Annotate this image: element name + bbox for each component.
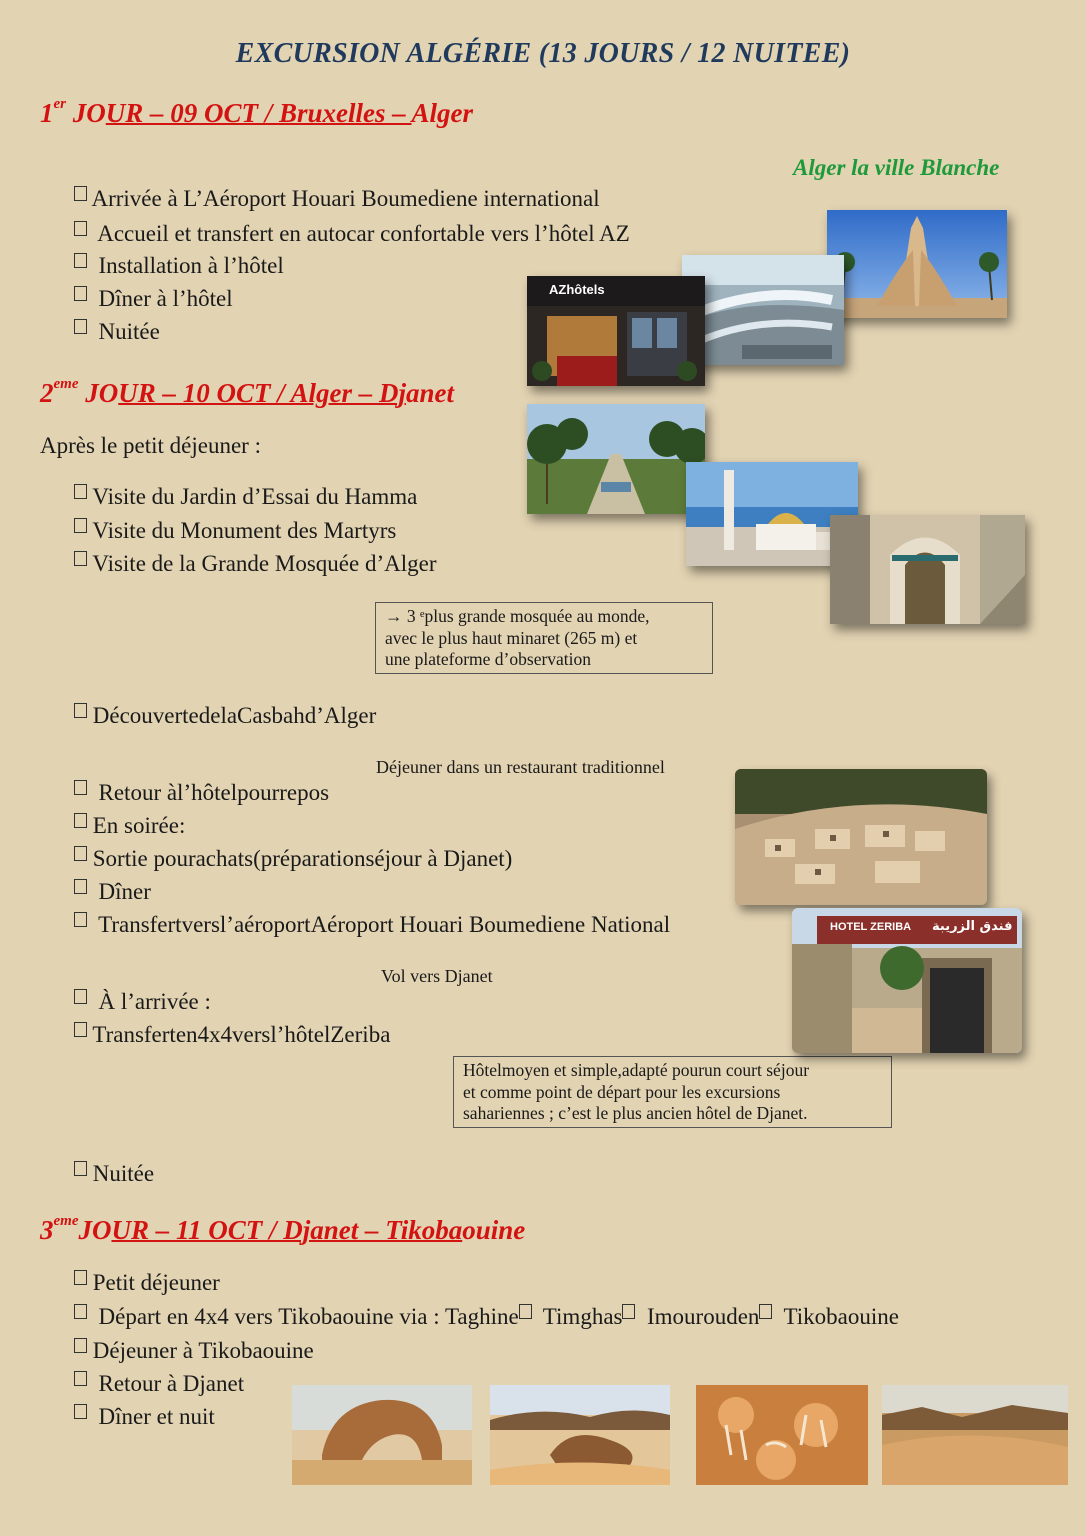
checkbox-icon	[74, 253, 87, 268]
day1-item-1	[74, 186, 600, 212]
day1-heading	[40, 98, 473, 129]
checkbox-icon	[74, 1270, 87, 1285]
day2-item-monument-text: Visite du Monument des Martyrs	[92, 518, 397, 543]
day3-sup: eme	[53, 1213, 79, 1229]
day3-number: 3	[40, 1215, 54, 1245]
day1-pre: JO	[66, 98, 106, 128]
checkbox-icon	[74, 319, 87, 334]
checkbox-icon	[74, 1304, 87, 1319]
day2-item-mosquee-text: Visite de la Grande Mosquée d’Alger	[92, 551, 437, 576]
checkbox-icon	[74, 286, 87, 301]
day1-item-4	[74, 286, 233, 312]
checkbox-icon	[74, 484, 87, 499]
checkbox-icon	[519, 1304, 532, 1319]
checkbox-icon	[74, 518, 87, 533]
photo-az-hotel	[527, 276, 705, 386]
day2-sup: eme	[53, 376, 79, 392]
day1-sup: er	[53, 96, 66, 112]
photo-desert-valley	[882, 1385, 1068, 1485]
checkbox-icon	[74, 186, 87, 201]
day2-item-nuitee	[74, 1161, 154, 1187]
checkbox-icon	[74, 1022, 87, 1037]
alger-caption: Alger la ville Blanche	[793, 155, 1000, 180]
mosque-note-box	[375, 602, 713, 674]
photo-jardin-essai	[527, 404, 705, 514]
day1-item-5-text: Nuitée	[98, 319, 160, 344]
day3-heading	[40, 1215, 525, 1246]
day2-intro: Après le petit déjeuner :	[40, 433, 261, 458]
day1-item-2-text: Accueil et transfert en autocar confortable vers l’hôtel AZ	[97, 221, 630, 246]
photo-casbah	[830, 515, 1025, 624]
mosque-note-line-2: avec le plus haut minaret (265 m) et	[385, 627, 638, 648]
day2-item-sortie	[74, 846, 512, 872]
flight-note: Vol vers Djanet	[381, 966, 493, 986]
hotel-note-line-2: et comme point de départ pour les excursions	[463, 1081, 781, 1102]
checkbox-icon	[74, 1161, 87, 1176]
via-tikobaouine: Tikobaouine	[783, 1304, 899, 1329]
day2-number: 2	[40, 378, 54, 408]
lunch-note: Déjeuner dans un restaurant traditionnel	[376, 757, 665, 777]
day2-item-jardin	[74, 484, 417, 510]
photo-desert-rocks	[490, 1385, 670, 1485]
photo-monument-martyrs	[827, 210, 1007, 318]
day3-end: ouine	[462, 1215, 526, 1245]
day2-heading	[40, 378, 454, 409]
day2-route: UR – 10 OCT / Alger – Dj	[118, 378, 406, 408]
photo-tikobaouine-rock	[292, 1385, 472, 1485]
checkbox-icon	[74, 703, 87, 718]
photo-rock-art	[696, 1385, 868, 1485]
checkbox-icon	[74, 1404, 87, 1419]
mosque-note-line-1: → 3 ᵉplus grande mosquée au monde,	[385, 606, 650, 626]
checkbox-icon	[74, 813, 87, 828]
day2-item-casbah	[74, 703, 376, 729]
day1-item-3	[74, 253, 284, 279]
day2-item-casbah-text: DécouvertedelaCasbahd’Alger	[92, 703, 377, 728]
photo-airport	[682, 255, 844, 365]
day3-item-petit-dej	[74, 1270, 220, 1296]
day2-item-transfert-zeriba-text: Transferten4x4versl’hôtelZeriba	[92, 1022, 391, 1047]
day2-item-transfert-zeriba	[74, 1022, 390, 1048]
day2-item-retour	[74, 780, 329, 806]
day2-item-retour-text: Retour àl’hôtelpourrepos	[98, 780, 330, 805]
day1-number: 1	[40, 98, 54, 128]
checkbox-icon	[74, 989, 87, 1004]
checkbox-icon	[622, 1304, 635, 1319]
day2-item-arrivee-text: À l’arrivée :	[98, 989, 211, 1014]
day2-item-arrivee	[74, 989, 211, 1015]
day1-end: Alger	[411, 98, 474, 128]
day2-item-sortie-text: Sortie pourachats(préparationséjour à Djanet)	[92, 846, 513, 871]
page-title: EXCURSION ALGÉRIE (13 JOURS / 12 NUITEE)	[235, 38, 851, 69]
day3-pre: JO	[78, 1215, 112, 1245]
day2-end: anet	[406, 378, 455, 408]
day2-item-mosquee	[74, 551, 437, 577]
checkbox-icon	[74, 221, 87, 236]
day2-item-diner	[74, 879, 151, 905]
hotel-zeriba-sign: HOTEL ZERIBA	[830, 921, 912, 933]
hotel-zeriba-sign-arabic: فندق الزريبة	[932, 919, 1013, 934]
day2-item-transfert-text: Transfertversl’aéroportAéroport Houari Boumediene National	[98, 912, 671, 937]
day3-item-depart	[74, 1304, 899, 1330]
hotel-note-box	[453, 1056, 892, 1128]
photo-hotel-zeriba	[792, 908, 1022, 1053]
day3-item-petit-dej-text: Petit déjeuner	[92, 1270, 220, 1295]
checkbox-icon	[74, 846, 87, 861]
az-hotel-logo: AZhôtels	[549, 282, 605, 297]
day3-item-dejeuner-text: Déjeuner à Tikobaouine	[92, 1338, 314, 1363]
day1-route: UR – 09 OCT / Bruxelles –	[105, 98, 412, 128]
day1-item-3-text: Installation à l’hôtel	[98, 253, 284, 278]
day3-item-diner	[74, 1404, 215, 1430]
checkbox-icon	[74, 879, 87, 894]
hotel-note-line-3: sahariennes ; c’est le plus ancien hôtel de Djanet.	[463, 1103, 808, 1123]
day2-item-transfert	[74, 912, 670, 938]
day1-item-5	[74, 319, 160, 345]
checkbox-icon	[759, 1304, 772, 1319]
hotel-note-line-1: Hôtelmoyen et simple,adapté pourun court séjour	[463, 1060, 810, 1080]
day2-item-diner-text: Dîner	[98, 879, 151, 904]
checkbox-icon	[74, 912, 87, 927]
photo-djanet-village	[735, 769, 987, 905]
day3-route: UR – 11 OCT / Djanet – Tikoba	[111, 1215, 463, 1245]
day2-item-nuitee-text: Nuitée	[92, 1161, 155, 1186]
day3-item-depart-text: Départ en 4x4 vers Tikobaouine via : Taghine	[98, 1304, 519, 1329]
day3-item-retour-text: Retour à Djanet	[98, 1371, 245, 1396]
day1-item-4-text: Dîner à l’hôtel	[98, 286, 233, 311]
checkbox-icon	[74, 1338, 87, 1353]
day2-item-soiree-text: En soirée:	[92, 813, 186, 838]
day2-pre: JO	[78, 378, 119, 408]
checkbox-icon	[74, 1371, 87, 1386]
day1-item-1-text: Arrivée à L’Aéroport Houari Boumediene international	[91, 186, 600, 211]
day2-item-monument	[74, 518, 396, 544]
via-timghas: Timghas	[542, 1304, 623, 1329]
checkbox-icon	[74, 551, 87, 566]
mosque-note-line-3: une plateforme d’observation	[385, 649, 592, 669]
via-imourouden: Imourouden	[646, 1304, 760, 1329]
checkbox-icon	[74, 780, 87, 795]
day3-item-dejeuner	[74, 1338, 314, 1364]
day2-item-soiree	[74, 813, 185, 839]
day3-item-diner-text: Dîner et nuit	[98, 1404, 215, 1429]
day2-item-jardin-text: Visite du Jardin d’Essai du Hamma	[92, 484, 418, 509]
day3-item-retour	[74, 1371, 244, 1397]
day1-item-2	[74, 221, 630, 247]
